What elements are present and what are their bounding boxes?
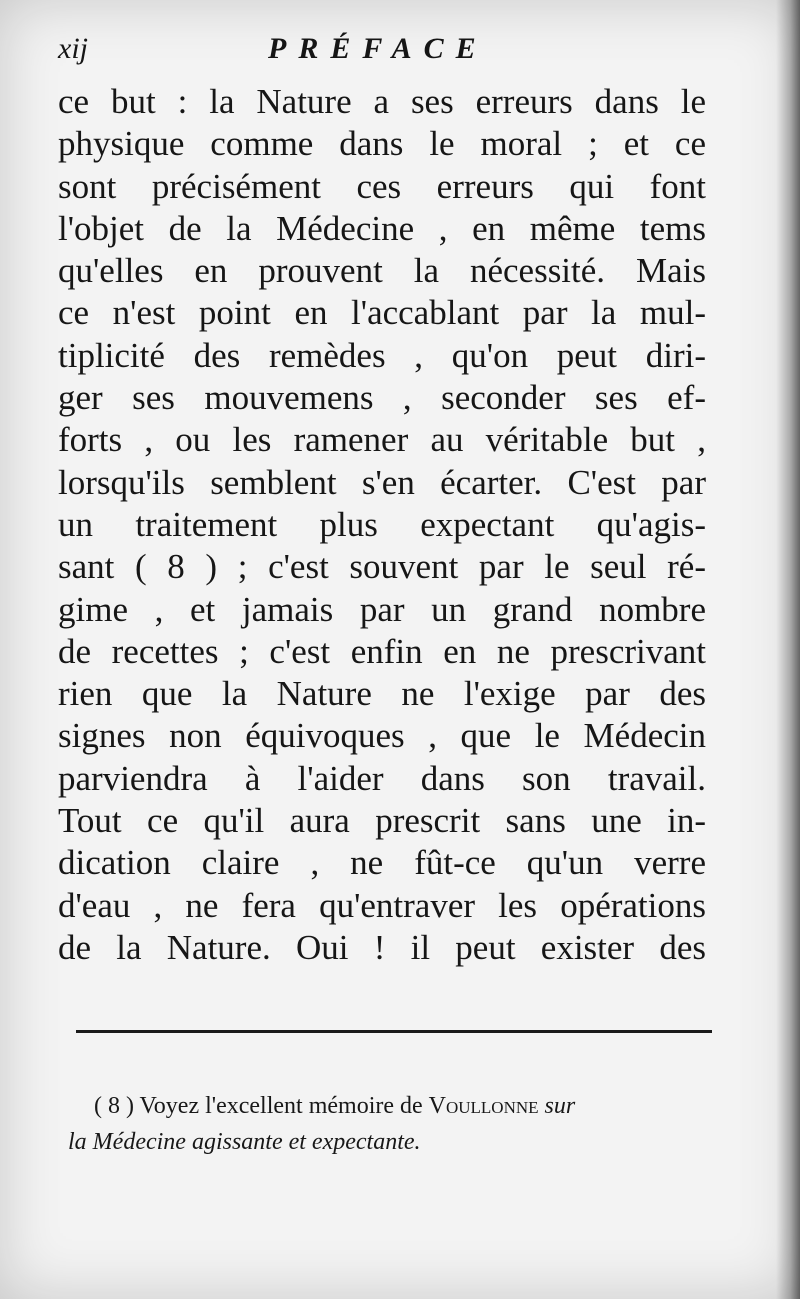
text-line: lorsqu'ils semblent s'en écarter. C'est par <box>58 462 706 502</box>
text-line: parviendra à l'aider dans son travail. <box>58 758 706 798</box>
text-line: gime , et jamais par un grand nombre <box>58 589 706 629</box>
text-line: ce n'est point en l'accablant par la mul- <box>58 293 706 333</box>
footnote-text: Voyez l'excellent mémoire de <box>133 1093 429 1119</box>
running-head: PRÉFACE <box>268 32 488 65</box>
text-line: ger ses mouvemens , seconder ses ef- <box>58 378 706 418</box>
text-line: forts , ou les ramener au véritable but , <box>58 420 706 460</box>
page-edge-shadow <box>776 0 800 1299</box>
body-text <box>58 81 706 969</box>
text-line: sont précisément ces erreurs qui font <box>58 166 706 206</box>
text-line: l'objet de la Médecine , en même tems <box>58 208 706 248</box>
page-number: xij <box>58 32 88 65</box>
text-line: rien que la Nature ne l'exige par des <box>58 674 706 714</box>
text-line: physique comme dans le moral ; et ce <box>58 124 706 164</box>
text-line: qu'elles en prouvent la nécessité. Mais <box>58 251 706 291</box>
text-line: sant ( 8 ) ; c'est souvent par le seul ré- <box>58 547 706 587</box>
text-line: dication claire , ne fût-ce qu'un verre <box>58 843 706 883</box>
footnote-sur: sur <box>538 1093 576 1119</box>
text-line: de la Nature. Oui ! il peut exister des <box>58 927 706 967</box>
footnote-author: Voullonne <box>428 1093 539 1119</box>
footnote <box>68 1088 718 1160</box>
text-line: un traitement plus expectant qu'agis- <box>58 504 706 544</box>
footnote-marker: ( 8 ) <box>94 1093 134 1119</box>
footnote-rule <box>76 1030 712 1033</box>
footnote-line-1 <box>68 1088 718 1124</box>
text-line: de recettes ; c'est enfin en ne prescrivant <box>58 631 706 671</box>
text-line: d'eau , ne fera qu'entraver les opérations <box>58 885 706 925</box>
text-line: Tout ce qu'il aura prescrit sans une in- <box>58 801 706 841</box>
page-header <box>58 30 708 74</box>
text-line: tiplicité des remèdes , qu'on peut diri- <box>58 335 706 375</box>
text-line: ce but : la Nature a ses erreurs dans le <box>58 82 706 121</box>
footnote-line-2: la Médecine agissante et expectante. <box>68 1129 421 1155</box>
text-line: signes non équivoques , que le Médecin <box>58 716 706 756</box>
